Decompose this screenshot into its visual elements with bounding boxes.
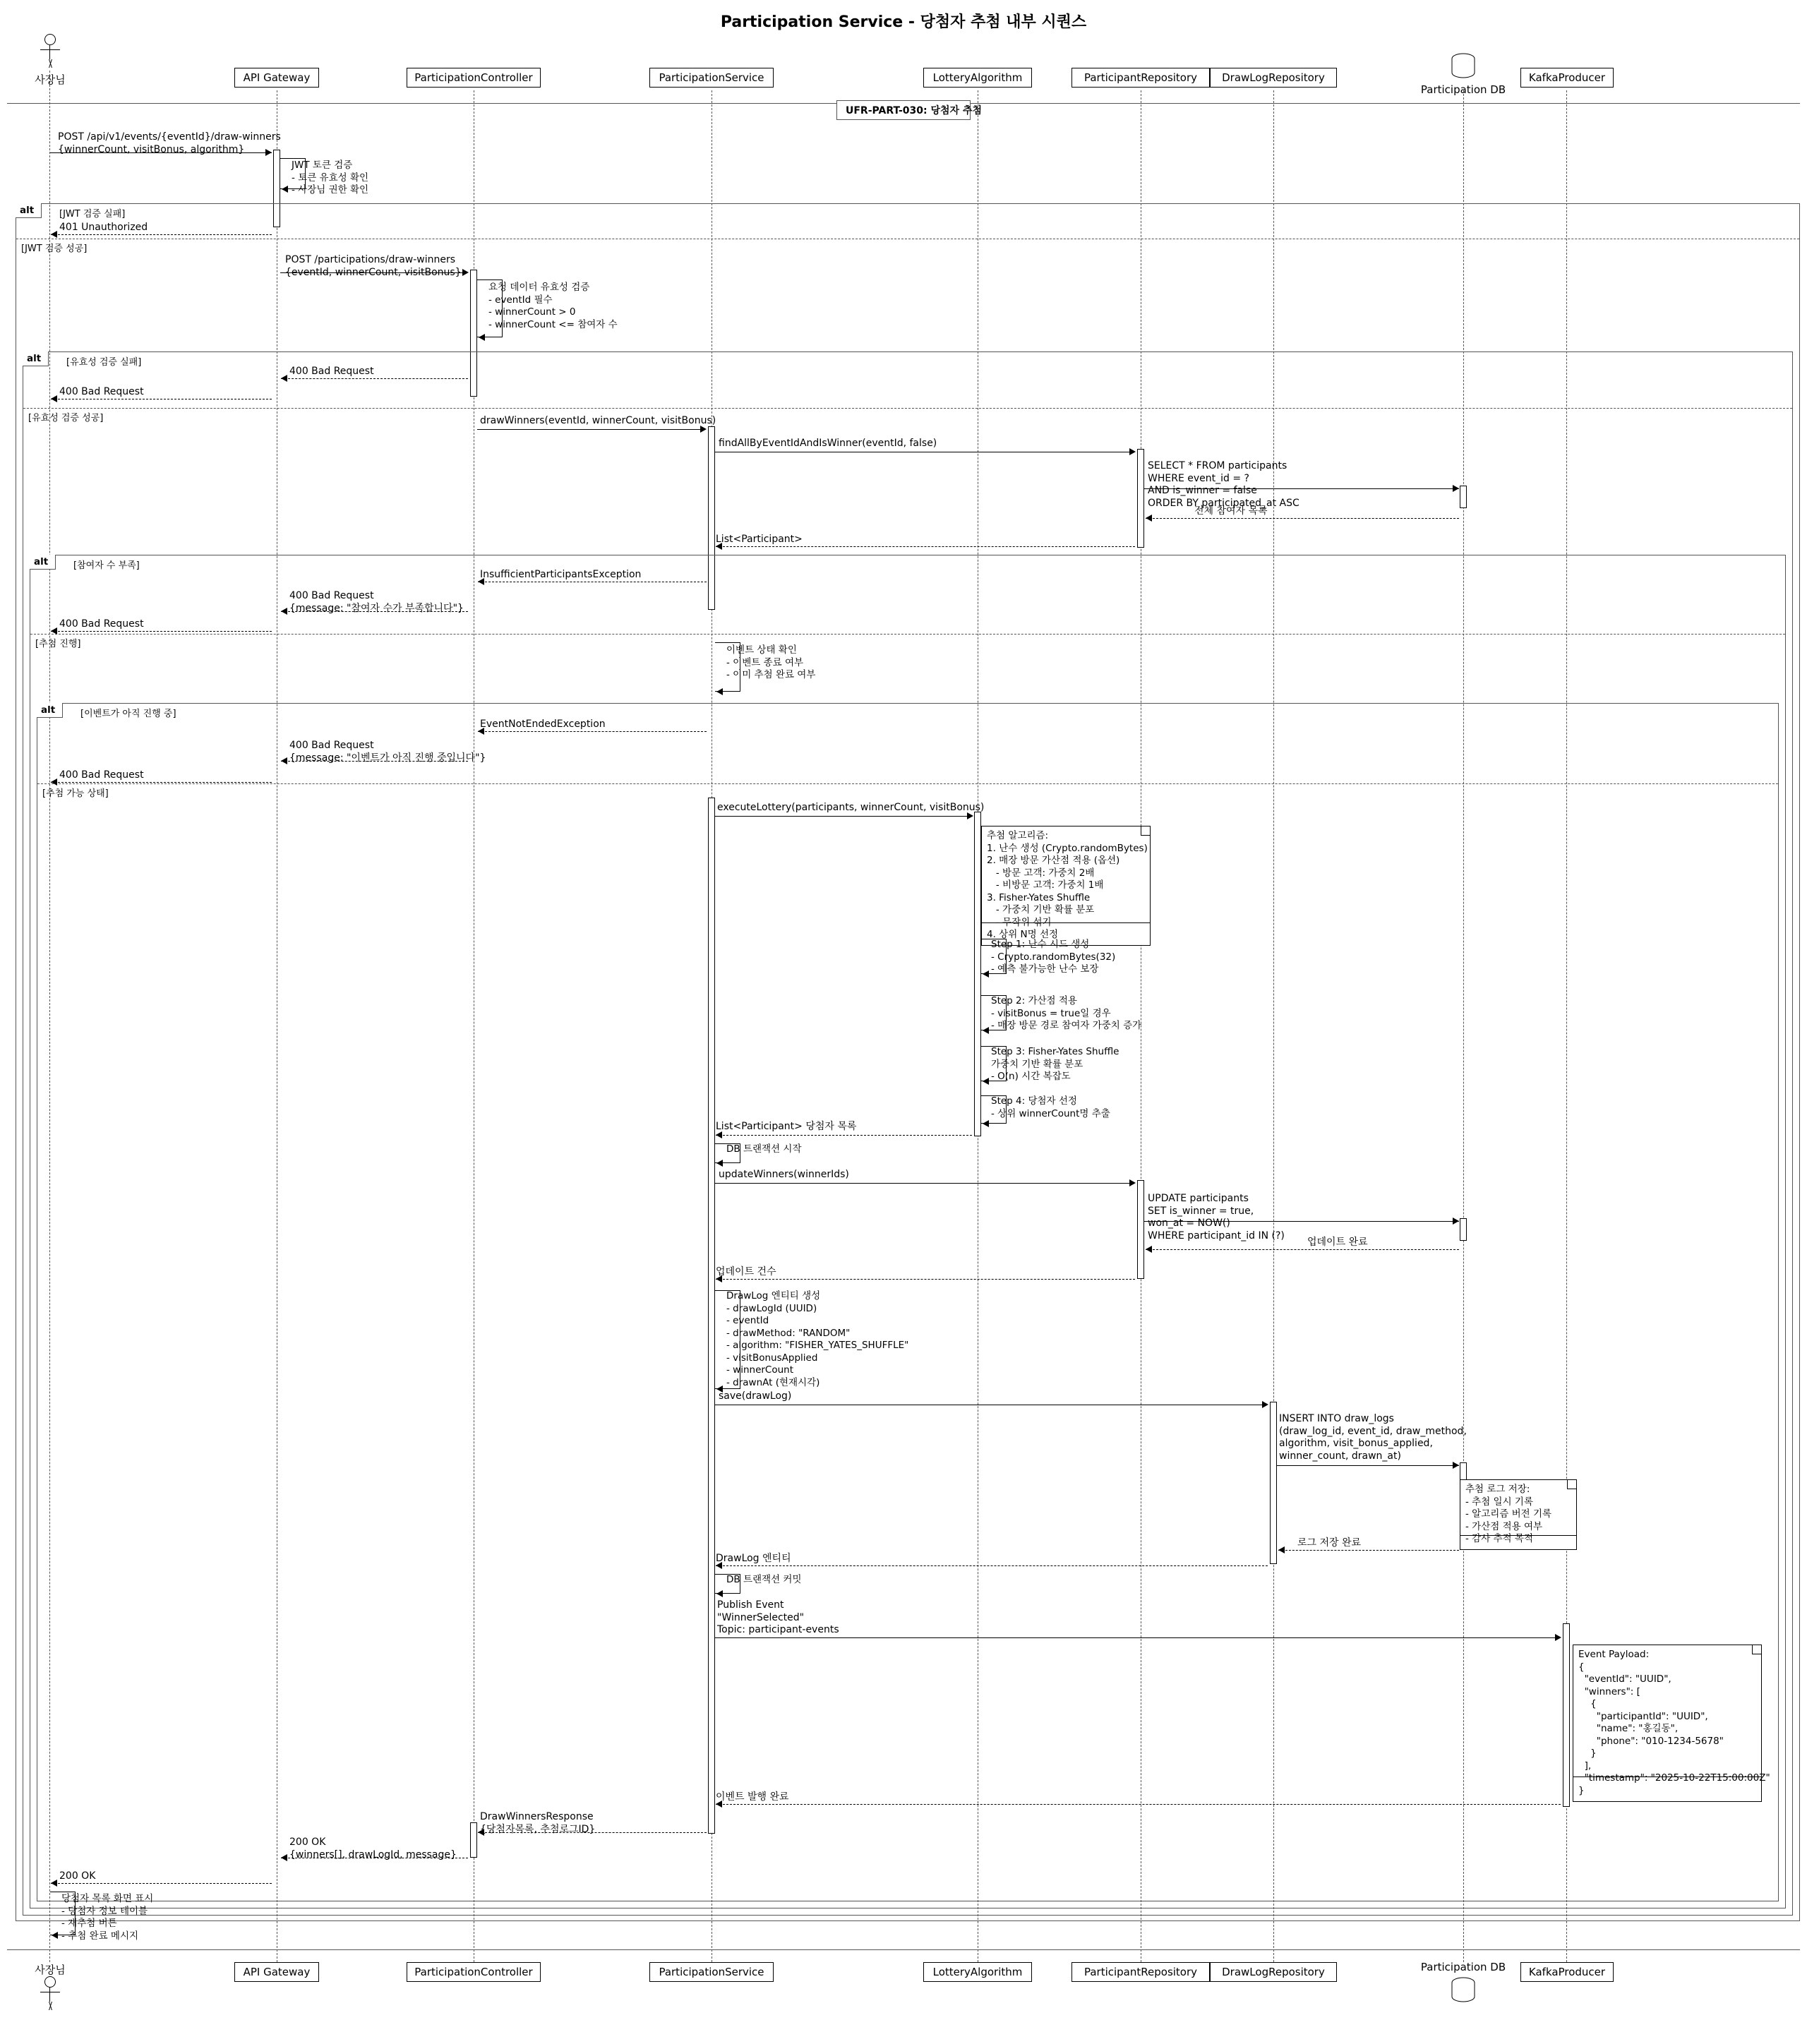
message-line-m2 — [51, 234, 272, 235]
message-line-m9 — [1146, 518, 1459, 519]
alt-frame-event-state-cond-2: [추첨 가능 상태] — [42, 788, 109, 799]
actor-label-bottom: 사장님 — [35, 1964, 66, 1976]
message-label-m15: 400 Bad Request {message: "이벤트가 아직 진행 중입니다"} — [289, 740, 486, 764]
alt-frame-validation-cond-1: [유효성 검증 실패] — [66, 357, 142, 368]
message-label-m6: drawWinners(eventId, winnerCount, visitBonus) — [480, 415, 716, 426]
self-call-arrow-s2 — [479, 334, 485, 341]
participant-api-gateway-top: API Gateway — [234, 68, 319, 88]
alt-frame-validation-divider — [23, 408, 1792, 409]
message-arrow-m24 — [1453, 1462, 1459, 1469]
self-call-arrow-s1 — [282, 186, 288, 193]
message-arrow-m7 — [1129, 448, 1136, 455]
self-call-arrow-s10 — [716, 1590, 723, 1597]
self-call-label-s8: DB 트랜잭션 시작 — [726, 1143, 802, 1155]
message-arrow-m25 — [1278, 1546, 1285, 1553]
message-label-m23: save(drawLog) — [719, 1390, 792, 1402]
self-call-arrow-s7 — [983, 1120, 989, 1127]
message-arrow-m4 — [281, 375, 287, 382]
self-call-arrow-s8 — [716, 1160, 723, 1167]
message-arrow-m31 — [51, 1880, 57, 1887]
message-label-m29: DrawWinnersResponse {당첨자목록, 추첨로그ID} — [480, 1811, 596, 1835]
note-event-payload: Event Payload: { "eventId": "UUID", "winners": [ { "participantId": "UUID", "name": "홍길동", "phone": "010-1234-5678" } ], "timestamp": "2025-10-22T15:00:00Z" } — [1573, 1645, 1762, 1802]
participant-draw-log-repository-bottom: DrawLogRepository — [1210, 1962, 1337, 1982]
self-call-label-s9: DrawLog 엔티티 생성 - drawLogId (UUID) - eventId - drawMethod: "RANDOM" - algorithm: "FISHER_YATES_SHUFFLE" - visitBonusApplied - winnerCount - drawnAt (현재시각) — [726, 1290, 909, 1388]
self-call-label-s4: Step 1: 난수 시드 생성 - Crypto.randomBytes(32) - 예측 불가능한 난수 보장 — [991, 939, 1116, 975]
message-label-m7: findAllByEventIdAndIsWinner(eventId, false) — [719, 438, 937, 449]
message-label-m18: List<Participant> 당첨자 목록 — [716, 1121, 857, 1132]
participant-participation-controller-bottom: ParticipationController — [407, 1962, 541, 1982]
self-call-arrow-s11 — [52, 1932, 58, 1939]
message-line-m8 — [1144, 488, 1459, 489]
message-label-m31: 200 OK — [59, 1870, 96, 1882]
message-line-m26 — [716, 1565, 1268, 1566]
alt-frame-validation-tab: alt — [23, 351, 49, 366]
alt-frame-jwt-cond-1: [JWT 검증 실패] — [59, 209, 126, 220]
self-call-label-s6: Step 3: Fisher-Yates Shuffle 가중치 기반 확률 분포 - O(n) 시간 복잡도 — [991, 1046, 1119, 1083]
message-arrow-m3 — [462, 269, 469, 276]
participant-lottery-algorithm-bottom: LotteryAlgorithm — [923, 1962, 1032, 1982]
self-call-arrow-s4 — [983, 970, 989, 978]
actor-figure-bottom — [39, 1976, 61, 2012]
self-call-arrow-s3 — [716, 688, 723, 695]
diagram-title: Participation Service - 당첨자 추첨 내부 시퀀스 — [720, 13, 1087, 31]
note-draw-log-save: 추첨 로그 저장: - 추첨 일시 기록 - 알고리즘 버전 기록 - 가산점 적용 여부 - 감사 추적 목적 — [1460, 1479, 1577, 1550]
note-event-payload-fold-holder — [1573, 1645, 1762, 1777]
message-arrow-m11 — [478, 578, 484, 585]
participant-participant-repository-top: ParticipantRepository — [1071, 68, 1210, 88]
message-label-m8: SELECT * FROM participants WHERE event_id = ? AND is_winner = false ORDER BY participated_at ASC — [1148, 460, 1299, 509]
participant-kafka-producer-bottom: KafkaProducer — [1520, 1962, 1614, 1982]
group-ref-label: UFR-PART-030: 당첨자 추첨 — [836, 100, 971, 120]
message-line-m29 — [478, 1832, 707, 1833]
participant-participation-service-bottom: ParticipationService — [649, 1962, 774, 1982]
message-arrow-m26 — [716, 1562, 722, 1569]
message-arrow-m21 — [1146, 1246, 1152, 1253]
participant-kafka-producer-top: KafkaProducer — [1520, 68, 1614, 88]
message-arrow-m29 — [478, 1829, 484, 1836]
self-call-label-s10: DB 트랜잭션 커밋 — [726, 1574, 802, 1585]
self-call-label-s2: 요청 데이터 유효성 검증 - eventId 필수 - winnerCount > 0 - winnerCount <= 참여자 수 — [488, 282, 618, 330]
message-arrow-m5 — [51, 395, 57, 402]
message-label-m14: EventNotEndedException — [480, 719, 606, 730]
message-label-m3: POST /participations/draw-winners {eventId, winnerCount, visitBonus} — [285, 254, 462, 278]
message-line-m28 — [716, 1804, 1561, 1805]
participant-participant-repository-bottom: ParticipantRepository — [1071, 1962, 1210, 1982]
message-arrow-m15 — [281, 757, 287, 764]
message-line-m15 — [281, 761, 468, 762]
participant-api-gateway-bottom: API Gateway — [234, 1962, 319, 1982]
message-label-m20: UPDATE participants SET is_winner = true, won_at = NOW() WHERE participant_id IN (?) — [1148, 1193, 1285, 1242]
participant-participation-db-bottom: Participation DB — [1420, 1961, 1506, 1973]
message-arrow-m13 — [51, 627, 57, 635]
message-label-m17: executeLottery(participants, winnerCount, visitBonus) — [717, 802, 985, 813]
participant-participation-service-top: ParticipationService — [649, 68, 774, 88]
message-arrow-m17 — [967, 812, 973, 819]
self-call-label-s1: JWT 토큰 검증 - 토큰 유효성 확인 - 사장님 권한 확인 — [292, 160, 369, 196]
message-label-m4: 400 Bad Request — [289, 366, 374, 377]
alt-frame-participants-cond-2: [추첨 진행] — [35, 639, 81, 649]
message-label-m24: INSERT INTO draw_logs (draw_log_id, event_id, draw_method, algorithm, visit_bonus_applied, winner_count, drawn_at) — [1279, 1413, 1467, 1462]
self-call-label-s3: 이벤트 상태 확인 - 이벤트 종료 여부 - 이미 추첨 완료 여부 — [726, 644, 816, 681]
message-arrow-m6 — [700, 426, 707, 433]
message-label-m26: DrawLog 엔티티 — [716, 1553, 791, 1564]
message-arrow-m23 — [1262, 1401, 1268, 1408]
message-label-m19: updateWinners(winnerIds) — [719, 1169, 849, 1180]
message-label-m12: 400 Bad Request {message: "참여자 수가 부족합니다"} — [289, 590, 464, 614]
message-label-m13: 400 Bad Request — [59, 618, 144, 630]
participant-draw-log-repository-top: DrawLogRepository — [1210, 68, 1337, 88]
self-call-arrow-s6 — [983, 1078, 989, 1085]
message-arrow-m14 — [478, 728, 484, 735]
self-call-arrow-s5 — [983, 1027, 989, 1034]
alt-frame-jwt-tab: alt — [16, 203, 42, 218]
message-label-m30: 200 OK {winners[], drawLogId, message} — [289, 1836, 457, 1860]
message-arrow-m10 — [716, 543, 722, 550]
participant-lottery-algorithm-top: LotteryAlgorithm — [923, 68, 1032, 88]
message-line-m14 — [478, 731, 707, 732]
message-arrow-m1 — [265, 149, 272, 156]
alt-frame-validation-cond-2: [유효성 검증 성공] — [28, 413, 104, 423]
message-arrow-m9 — [1146, 515, 1152, 522]
message-arrow-m8 — [1453, 485, 1459, 492]
alt-frame-participants-cond-1: [참여자 수 부족] — [73, 560, 140, 571]
message-label-m2: 401 Unauthorized — [59, 222, 148, 233]
self-call-label-s11: 당첨자 목록 화면 표시 - 당첨자 정보 테이블 - 재추첨 버튼 - 추첨 완료 메시지 — [61, 1893, 154, 1942]
participant-participation-db-top: Participation DB — [1420, 83, 1506, 96]
alt-frame-participants-divider — [30, 634, 1785, 635]
group-separator-bottom — [7, 1949, 1800, 1950]
database-icon-bottom — [1446, 1976, 1480, 2010]
message-label-m25: 로그 저장 완료 — [1297, 1537, 1362, 1549]
database-icon-top — [1446, 52, 1480, 86]
message-line-m16 — [51, 782, 272, 783]
message-label-m5: 400 Bad Request — [59, 386, 144, 397]
message-label-m22: 업데이트 건수 — [716, 1266, 776, 1278]
message-line-m24 — [1277, 1465, 1459, 1466]
message-line-m13 — [51, 631, 272, 632]
message-label-m1: POST /api/v1/events/{eventId}/draw-winners {winnerCount, visitBonus, algorithm} — [58, 131, 281, 155]
message-arrow-m12 — [281, 608, 287, 615]
alt-frame-event-state-tab: alt — [37, 703, 63, 718]
message-arrow-m2 — [51, 231, 57, 238]
actor-label-top: 사장님 — [35, 73, 66, 86]
message-arrow-m20 — [1453, 1218, 1459, 1225]
alt-frame-participants-tab: alt — [30, 555, 56, 570]
message-arrow-m22 — [716, 1275, 722, 1282]
message-label-m11: InsufficientParticipantsException — [480, 569, 642, 580]
message-line-m27 — [715, 1637, 1560, 1638]
message-line-m6 — [477, 429, 705, 430]
message-line-m31 — [51, 1883, 272, 1884]
self-call-label-s5: Step 2: 가산점 적용 - visitBonus = true일 경우 - 매장 방문 경로 참여자 가중치 증가 — [991, 995, 1142, 1032]
message-line-m25 — [1278, 1550, 1459, 1551]
message-label-m27: Publish Event "WinnerSelected" Topic: participant-events — [717, 1599, 839, 1635]
message-line-m21 — [1146, 1249, 1459, 1250]
message-line-m17 — [715, 816, 972, 817]
alt-frame-event-state-cond-1: [이벤트가 아직 진행 중] — [80, 709, 176, 719]
message-line-m12 — [281, 611, 468, 612]
note-draw-log-save-fold-holder — [1460, 1479, 1577, 1536]
message-label-m28: 이벤트 발행 완료 — [716, 1791, 789, 1803]
message-label-m10: List<Participant> — [716, 534, 803, 545]
message-label-m21: 업데이트 완료 — [1307, 1237, 1368, 1248]
message-arrow-m19 — [1129, 1179, 1136, 1186]
note-lottery-algorithm: 추첨 알고리즘: 1. 난수 생성 (Crypto.randomBytes) 2. 매장 방문 가산점 적용 (옵션) - 방문 고객: 가중치 2배 - 비방문 고객: 가중치 1배 3. Fisher-Yates Shuffle - 가중치 기반 확률 분포 - 무작위 섞기 4. 상위 N명 선정 — [981, 826, 1151, 946]
message-arrow-m28 — [716, 1800, 722, 1808]
message-line-m22 — [716, 1279, 1135, 1280]
message-arrow-m16 — [51, 778, 57, 786]
message-line-m10 — [716, 546, 1135, 547]
message-label-m16: 400 Bad Request — [59, 769, 144, 781]
message-line-m20 — [1144, 1221, 1459, 1222]
alt-frame-jwt-cond-2: [JWT 검증 성공] — [21, 244, 88, 254]
alt-frame-event-state-divider — [37, 783, 1778, 784]
self-call-label-s7: Step 4: 당첨자 선정 - 상위 winnerCount명 추출 — [991, 1095, 1110, 1119]
message-line-m4 — [281, 378, 468, 379]
actor-figure-top — [39, 34, 61, 69]
message-line-m1 — [50, 152, 272, 153]
message-arrow-m30 — [281, 1854, 287, 1861]
message-line-m18 — [716, 1135, 972, 1136]
message-line-m19 — [715, 1183, 1134, 1184]
message-arrow-m27 — [1555, 1634, 1561, 1641]
message-line-m3 — [280, 272, 467, 273]
message-arrow-m18 — [716, 1131, 722, 1138]
note-lottery-algorithm-fold-holder — [981, 826, 1151, 923]
message-label-m9: 전체 참여자 목록 — [1194, 505, 1268, 517]
participant-participation-controller-top: ParticipationController — [407, 68, 541, 88]
